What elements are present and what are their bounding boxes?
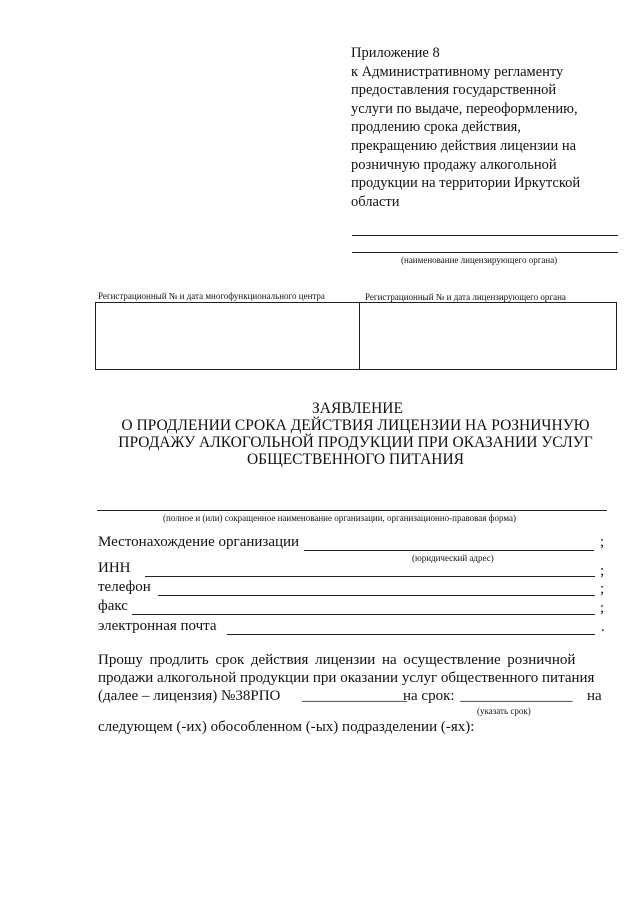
request-text-line-3b: на срок: — [403, 688, 455, 704]
term-field[interactable]: _______________ — [460, 688, 573, 704]
inn-semicolon: ; — [600, 563, 605, 579]
mfc-registration-field[interactable] — [96, 303, 359, 369]
email-field[interactable] — [227, 634, 595, 635]
appendix-line: предоставления государственной — [351, 82, 557, 99]
phone-semicolon: ; — [600, 581, 605, 597]
document-title: ЗАЯВЛЕНИЕ — [312, 400, 403, 417]
document-title-line: ОБЩЕСТВЕННОГО ПИТАНИЯ — [246, 451, 465, 468]
location-field[interactable] — [304, 550, 594, 551]
appendix-line: услуги по выдаче, переоформлению, — [351, 100, 578, 117]
phone-field[interactable] — [158, 595, 595, 596]
authority-registration-field[interactable] — [360, 303, 616, 369]
inn-field[interactable] — [145, 576, 595, 577]
phone-label: телефон — [98, 579, 151, 595]
appendix-line: прекращению действия лицензии на — [351, 137, 577, 154]
document-title-line: О ПРОДЛЕНИИ СРОКА ДЕЙСТВИЯ ЛИЦЕНЗИИ НА РОЗНИЧНУЮ — [121, 417, 590, 434]
email-period: . — [601, 619, 605, 635]
request-text-line-3c: на — [587, 688, 602, 704]
licensing-authority-caption: (наименование лицензирующего органа) — [401, 255, 558, 265]
appendix-header — [351, 44, 611, 211]
legal-address-caption: (юридический адрес) — [412, 553, 494, 563]
license-number-field[interactable]: ______________ — [302, 688, 407, 704]
request-text-line-1: Прошу продлить срок действия лицензии на осуществление розничной — [98, 652, 576, 668]
location-semicolon: ; — [600, 534, 605, 550]
request-text-line-2: продажи алкогольной продукции при оказании услуг общественного питания — [98, 670, 595, 686]
request-text-line-3a: (далее – лицензия) №38РПО — [98, 688, 281, 704]
fax-label: факс — [98, 598, 128, 614]
appendix-line: продукции на территории Иркутской — [351, 175, 581, 192]
authority-registration-label: Регистрационный № и дата лицензирующего органа — [365, 292, 566, 302]
term-caption: (указать срок) — [477, 706, 531, 716]
licensing-authority-line-2[interactable] — [352, 252, 618, 253]
location-label: Местонахождение организации — [98, 534, 300, 550]
document-title-line: ПРОДАЖУ АЛКОГОЛЬНОЙ ПРОДУКЦИИ ПРИ ОКАЗАНИИ УСЛУГ — [118, 434, 593, 451]
mfc-registration-label: Регистрационный № и дата многофункционального центра — [98, 291, 325, 301]
appendix-line: области — [351, 193, 400, 210]
fax-semicolon: ; — [600, 600, 605, 616]
fax-field[interactable] — [132, 614, 595, 615]
request-text-line-4: следующем (-их) обособленном (-ых) подразделении (-ях): — [98, 719, 475, 735]
appendix-line: продлению срока действия, — [351, 119, 521, 136]
registration-box — [95, 302, 617, 370]
appendix-line: к Административному регламенту — [351, 63, 564, 80]
appendix-line: розничную продажу алкогольной — [351, 156, 557, 173]
inn-label: ИНН — [98, 560, 131, 576]
appendix-line: Приложение 8 — [351, 45, 440, 61]
email-label: электронная почта — [98, 618, 217, 634]
organization-name-caption: (полное и (или) сокращенное наименование организации, организационно-правовая форма) — [163, 513, 516, 523]
organization-name-field[interactable] — [97, 510, 607, 511]
licensing-authority-line-1[interactable] — [352, 235, 618, 236]
